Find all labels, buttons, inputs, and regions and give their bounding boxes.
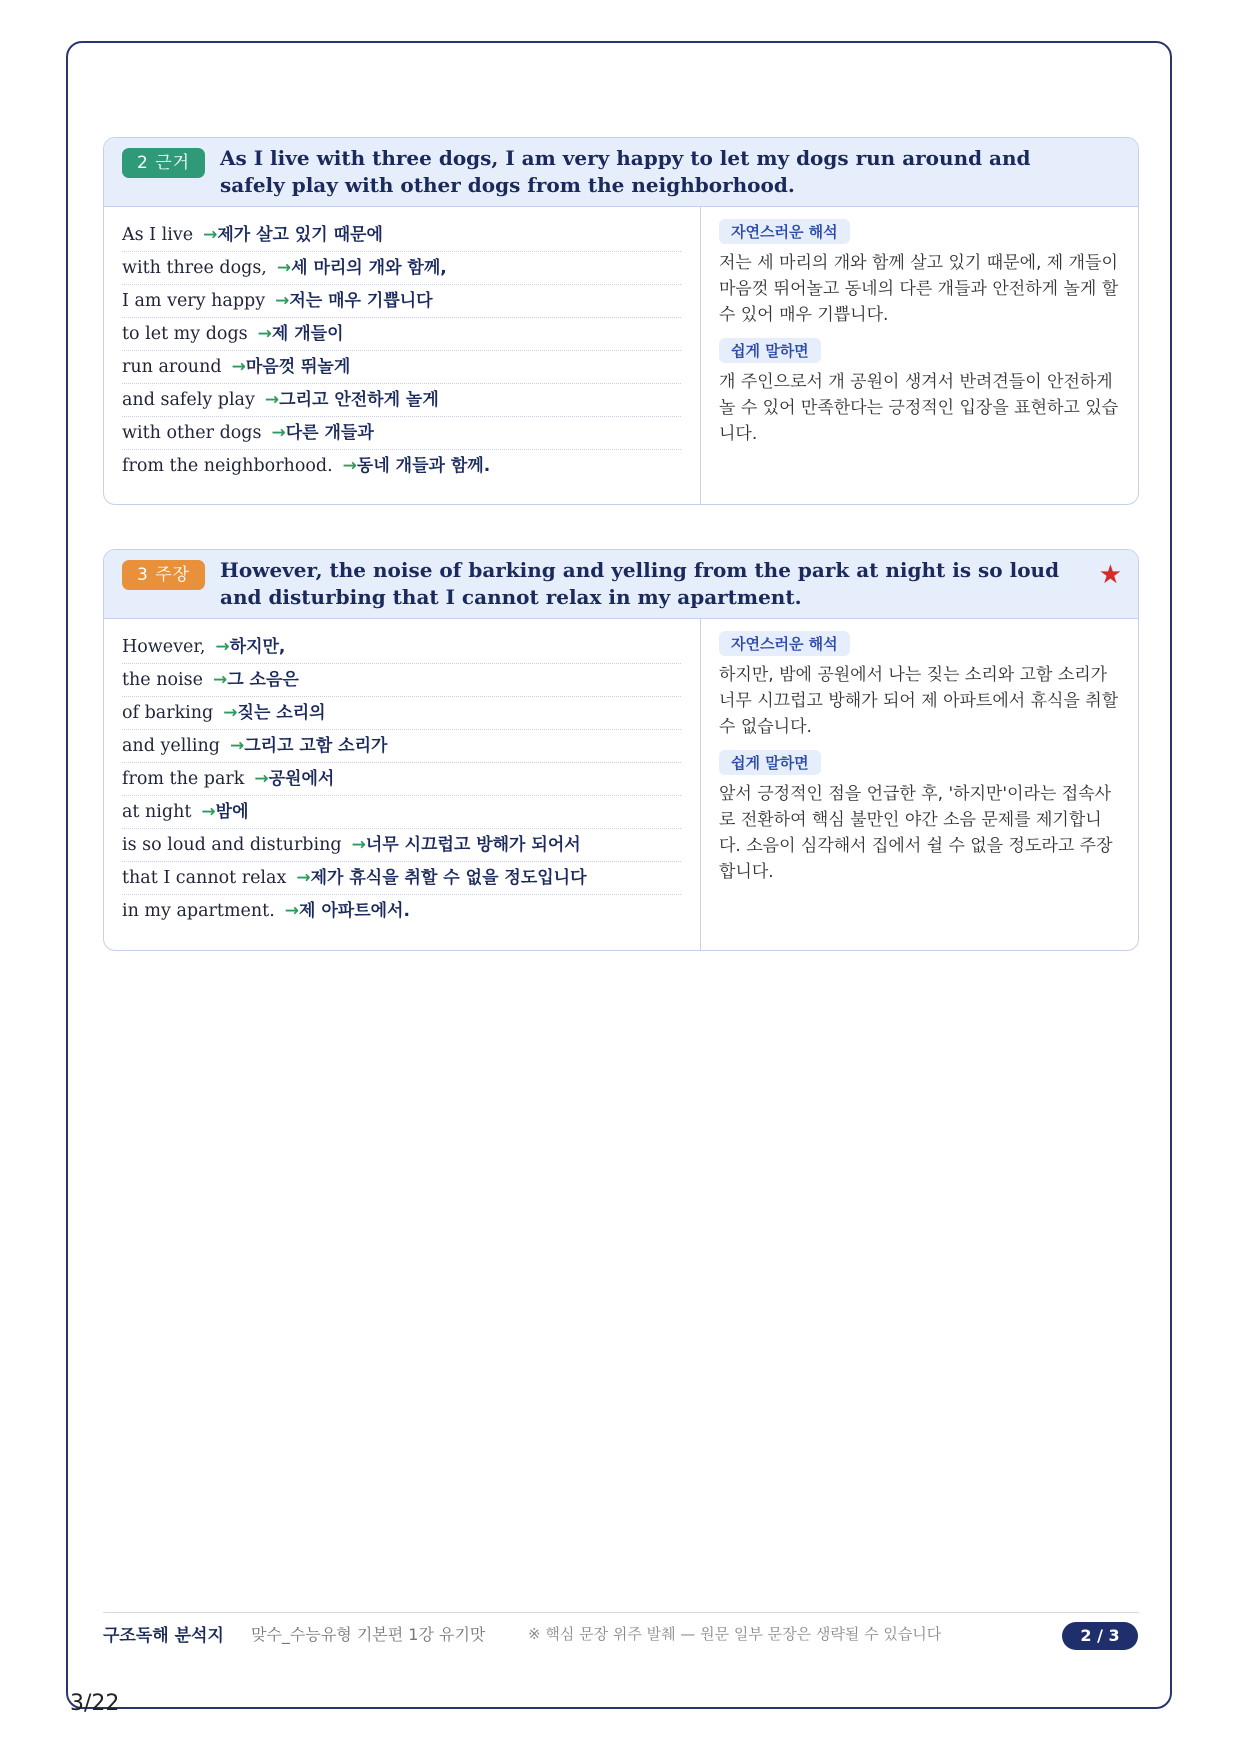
arrow-icon: → xyxy=(264,390,280,410)
page-indicator-badge: 2 / 3 xyxy=(1062,1622,1138,1650)
page-count: 3/22 xyxy=(70,1691,120,1716)
arrow-icon: → xyxy=(257,324,272,344)
section-3-card xyxy=(103,549,1139,951)
breakdown-line xyxy=(122,763,681,796)
arrow-icon: → xyxy=(351,835,366,855)
footer-divider xyxy=(103,1612,1139,1613)
korean-translation: 세 마리의 개와 함께, xyxy=(291,258,447,278)
breakdown-line xyxy=(122,318,681,351)
section-2-explanation xyxy=(701,207,1138,504)
breakdown-line xyxy=(122,829,681,862)
korean-translation: 짖는 소리의 xyxy=(237,703,326,723)
english-chunk: is so loud and disturbing xyxy=(122,835,342,855)
korean-translation: 저는 매우 기쁩니다 xyxy=(289,291,433,311)
arrow-icon: → xyxy=(254,769,269,789)
natural-translation-label: 자연스러운 해석 xyxy=(719,219,850,244)
breakdown-line xyxy=(122,252,681,285)
arrow-icon: → xyxy=(342,456,357,476)
arrow-icon: → xyxy=(203,225,218,245)
english-chunk: I am very happy xyxy=(122,291,266,311)
easy-explanation-label: 쉽게 말하면 xyxy=(719,338,821,363)
english-chunk: from the neighborhood. xyxy=(122,456,333,476)
korean-translation: 하지만, xyxy=(229,637,286,657)
korean-translation: 제가 휴식을 취할 수 없을 정도입니다 xyxy=(310,868,587,888)
star-icon: ★ xyxy=(1098,560,1122,590)
section-3-body xyxy=(104,619,1138,950)
english-chunk: and yelling xyxy=(122,736,220,756)
breakdown-line xyxy=(122,895,681,927)
natural-translation-text: 저는 세 마리의 개와 함께 살고 있기 때문에, 제 개들이 마음껏 뛰어놀고 동네의 다른 개들과 안전하게 놀게 할 수 있어 매우 기쁩니다. xyxy=(719,253,1119,325)
breakdown-line xyxy=(122,450,681,482)
breakdown-line xyxy=(122,417,681,450)
natural-translation-label: 자연스러운 해석 xyxy=(719,631,850,656)
english-chunk: with other dogs xyxy=(122,423,262,443)
korean-translation: 공원에서 xyxy=(268,769,335,789)
breakdown-line xyxy=(122,285,681,318)
section-3-header xyxy=(104,550,1138,619)
section-2-breakdown xyxy=(104,207,701,504)
arrow-icon: → xyxy=(296,868,311,888)
breakdown-line xyxy=(122,730,681,763)
footer-title: 구조독해 분석지 xyxy=(103,1626,224,1646)
breakdown-line xyxy=(122,351,681,384)
arrow-icon: → xyxy=(276,258,292,278)
arrow-icon: → xyxy=(271,423,286,443)
english-chunk: that I cannot relax xyxy=(122,868,287,888)
english-chunk: with three dogs, xyxy=(122,258,267,278)
english-chunk: from the park xyxy=(122,769,245,789)
arrow-icon: → xyxy=(231,357,246,377)
breakdown-line xyxy=(122,219,681,252)
section-2-tag: 2 근거 xyxy=(122,148,205,178)
section-2-header xyxy=(104,138,1138,207)
english-chunk: to let my dogs xyxy=(122,324,248,344)
arrow-icon: → xyxy=(212,670,228,690)
section-3-explanation xyxy=(701,619,1138,950)
easy-explanation-label: 쉽게 말하면 xyxy=(719,750,821,775)
english-chunk: As I live xyxy=(122,225,194,245)
footer-subtitle: 맞수_수능유형 기본편 1강 유기맛 xyxy=(251,1625,486,1644)
korean-translation: 밤에 xyxy=(215,802,249,822)
section-3-sentence: However, the noise of barking and yelling from the park at night is so loud and disturbing that I cannot relax in my apartment. xyxy=(220,558,1060,609)
korean-translation: 제 개들이 xyxy=(271,324,344,344)
korean-translation: 그 소음은 xyxy=(227,670,299,690)
english-chunk: of barking xyxy=(122,703,214,723)
english-chunk: run around xyxy=(122,357,222,377)
breakdown-line xyxy=(122,862,681,895)
breakdown-line xyxy=(122,697,681,730)
arrow-icon: → xyxy=(275,291,290,311)
breakdown-line xyxy=(122,384,681,417)
korean-translation: 그리고 안전하게 놀게 xyxy=(279,390,439,410)
section-2-card xyxy=(103,137,1139,505)
english-chunk: the noise xyxy=(122,670,203,690)
breakdown-line xyxy=(122,664,681,697)
breakdown-line xyxy=(122,796,681,829)
breakdown-line xyxy=(122,631,681,664)
english-chunk: in my apartment. xyxy=(122,901,275,921)
arrow-icon: → xyxy=(229,736,245,756)
easy-explanation-text: 개 주인으로서 개 공원이 생겨서 반려견들이 안전하게 놀 수 있어 만족한다는 긍정적인 입장을 표현하고 있습니다. xyxy=(719,372,1119,444)
section-3-breakdown xyxy=(104,619,701,950)
english-chunk: However, xyxy=(122,637,206,657)
natural-translation-text: 하지만, 밤에 공원에서 나는 짖는 소리와 고함 소리가 너무 시끄럽고 방해가 되어 제 아파트에서 휴식을 취할 수 없습니다. xyxy=(719,665,1119,737)
korean-translation: 그리고 고함 소리가 xyxy=(244,736,388,756)
section-3-tag: 3 주장 xyxy=(122,560,205,590)
english-chunk: at night xyxy=(122,802,192,822)
korean-translation: 동네 개들과 함께. xyxy=(356,456,491,476)
korean-translation: 너무 시끄럽고 방해가 되어서 xyxy=(365,835,581,855)
arrow-icon: → xyxy=(284,901,300,921)
korean-translation: 제가 살고 있기 때문에 xyxy=(217,225,383,245)
korean-translation: 다른 개들과 xyxy=(285,423,374,443)
arrow-icon: → xyxy=(201,802,216,822)
section-2-body xyxy=(104,207,1138,504)
easy-explanation-text: 앞서 긍정적인 점을 언급한 후, '하지만'이라는 접속사로 전환하여 핵심 불만인 야간 소음 문제를 제기합니다. 소음이 심각해서 집에서 쉴 수 없을 정도라고 주장합니다. xyxy=(719,784,1113,882)
section-2-sentence: As I live with three dogs, I am very happy to let my dogs run around and safely play with other dogs from the neighborhood. xyxy=(220,146,1031,197)
arrow-icon: → xyxy=(223,703,238,723)
footer-note: ※ 핵심 문장 위주 발췌 — 원문 일부 문장은 생략될 수 있습니다 xyxy=(528,1625,942,1643)
korean-translation: 마음껏 뛰놀게 xyxy=(245,357,351,377)
korean-translation: 제 아파트에서. xyxy=(299,901,410,921)
english-chunk: and safely play xyxy=(122,390,255,410)
arrow-icon: → xyxy=(215,637,230,657)
